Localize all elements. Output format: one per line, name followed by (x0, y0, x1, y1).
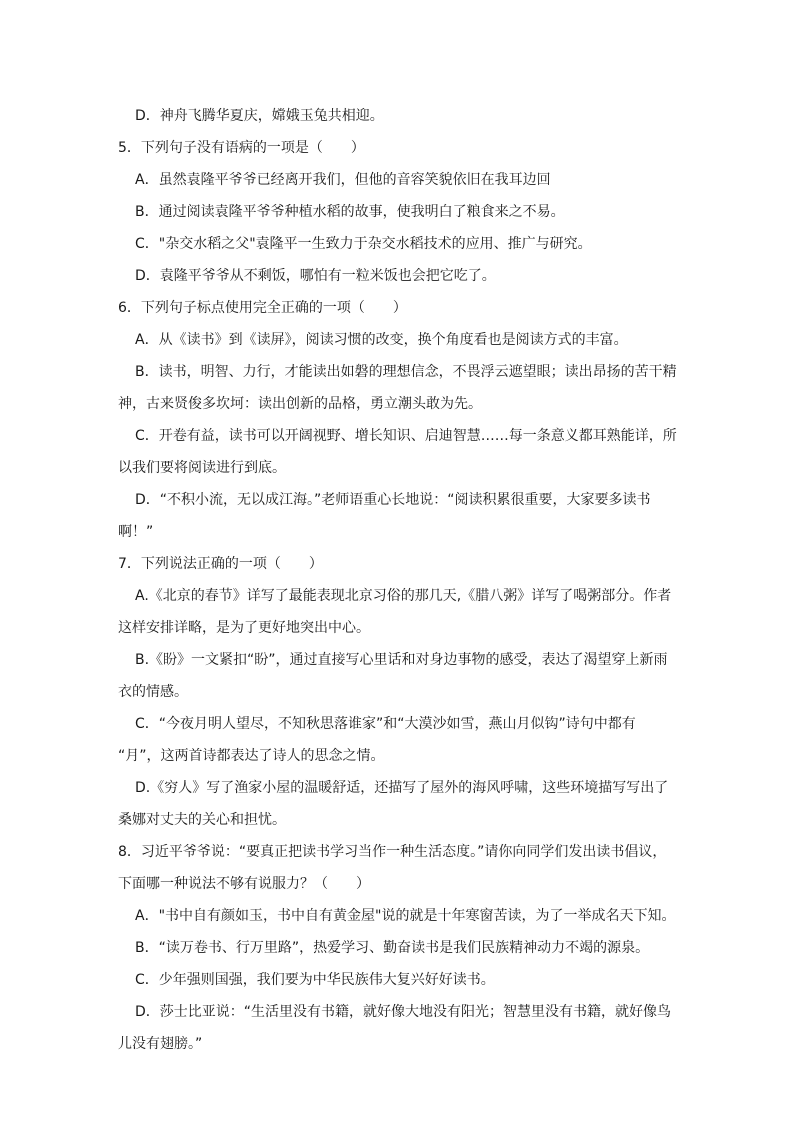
answer-option: C．"杂交水稻之父"袁隆平一生致力于杂交水稻技术的应用、推广与研究。 (135, 236, 592, 252)
text-continuation: 啊！” (118, 524, 154, 540)
answer-option: B.《盼》一文紧扣“盼”，通过直接写心里话和对身边事物的感受，表达了渴望穿上新雨 (135, 652, 668, 668)
question-stem: 8．习近平爷爷说：“要真正把读书学习当作一种生活态度。”请你向同学们发出读书倡议， (118, 844, 667, 860)
text-continuation: 儿没有翅膀。” (118, 1036, 203, 1052)
answer-option: D．“不积小流，无以成江海。”老师语重心长地说：“阅读积累很重要，大家要多读书 (135, 492, 651, 508)
answer-option: B．通过阅读袁隆平爷爷种植水稻的故事，使我明白了粮食来之不易。 (135, 204, 565, 220)
answer-option: C．“今夜月明人望尽，不知秋思落谁家”和“大漠沙如雪，燕山月似钩”诗句中都有 (135, 716, 636, 732)
answer-option: A．虽然袁隆平爷爷已经离开我们，但他的音容笑貌依旧在我耳边回 (135, 172, 551, 188)
text-continuation: 下面哪一种说法不够有说服力？（ ） (118, 876, 370, 892)
text-continuation: 以我们要将阅读进行到底。 (118, 460, 286, 476)
question-stem: 7．下列说法正确的一项（ ） (118, 556, 323, 572)
answer-option: D．袁隆平爷爷从不剩饭，哪怕有一粒米饭也会把它吃了。 (135, 268, 496, 284)
text-continuation: 这样安排详略，是为了更好地突出中心。 (118, 620, 370, 636)
answer-option: D．莎士比亚说：“生活里没有书籍，就好像大地没有阳光；智慧里没有书籍，就好像鸟 (135, 1004, 672, 1020)
text-continuation: 神，古来贤俊多坎坷：读出创新的品格，勇立潮头敢为先。 (118, 396, 482, 412)
question-content (118, 100, 678, 1060)
answer-option: B．“读万卷书、行万里路”，热爱学习、勤奋读书是我们民族精神动力不竭的源泉。 (135, 940, 650, 956)
answer-option: D.《穷人》写了渔家小屋的温暖舒适，还描写了屋外的海风呼啸，这些环境描写写出了 (135, 780, 669, 796)
text-continuation: “月”，这两首诗都表达了诗人的思念之情。 (118, 748, 385, 764)
text-continuation: 桑娜对丈夫的关心和担忧。 (118, 812, 286, 828)
answer-option: A．"书中自有颜如玉，书中自有黄金屋"说的就是十年寒窗苦读，为了一举成名天下知。 (135, 908, 676, 924)
question-stem: 6．下列句子标点使用完全正确的一项（ ） (118, 300, 407, 316)
answer-option: A．从《读书》到《读屏》，阅读习惯的改变，换个角度看也是阅读方式的丰富。 (135, 332, 628, 348)
answer-option: A.《北京的春节》详写了最能表现北京习俗的那几天,《腊八粥》详写了喝粥部分。作者 (135, 588, 672, 604)
answer-option: C．少年强则国强，我们要为中华民族伟大复兴好好读书。 (135, 972, 495, 988)
text-continuation: 衣的情感。 (118, 684, 188, 700)
answer-option: C．开卷有益，读书可以开阔视野、增长知识、启迪智慧……每一条意义都耳熟能详，所 (135, 428, 677, 444)
answer-option: D．神舟飞腾华夏庆，嫦娥玉兔共相迎。 (135, 108, 384, 124)
question-stem: 5．下列句子没有语病的一项是（ ） (118, 140, 365, 156)
answer-option: B．读书，明智、力行，才能读出如磐的理想信念，不畏浮云遮望眼；读出昂扬的苦干精 (135, 364, 677, 380)
